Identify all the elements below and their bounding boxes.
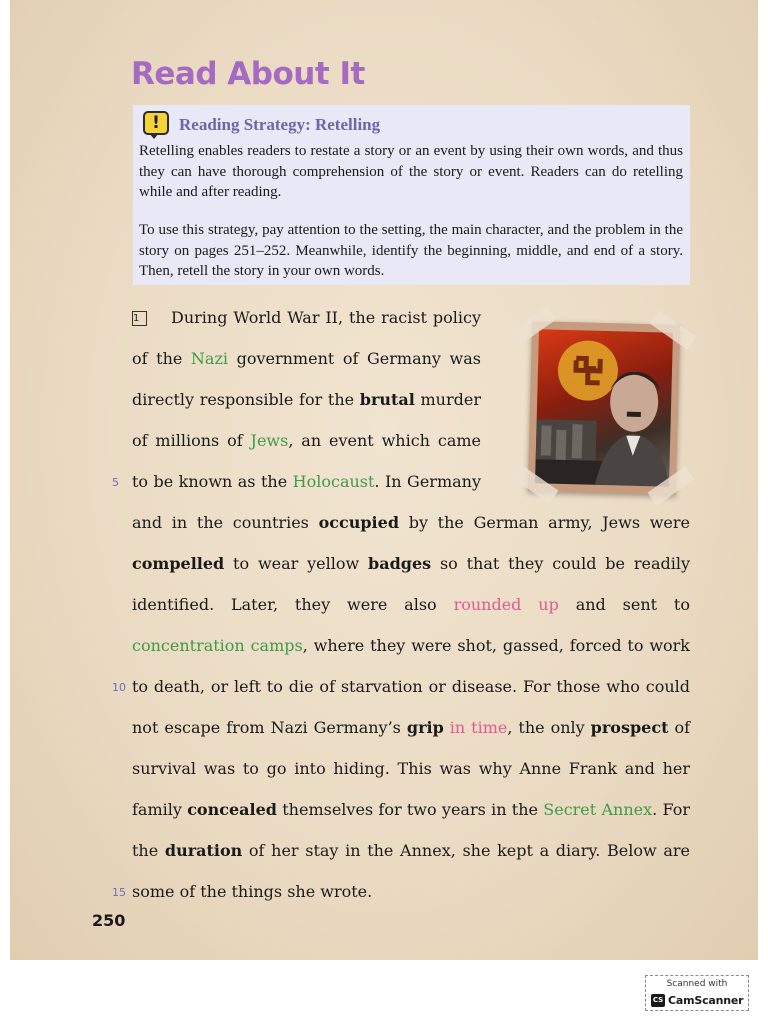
passage-line: 1 During World War II, the racist policy (133, 308, 481, 327)
strategy-paragraph-1: Retelling enables readers to restate a story or an event by using their own words, and thus they can have thorough comprehension of the story or event. Readers can do retelling while and after reading. (139, 143, 683, 200)
exclamation-warning-icon: ! (143, 111, 169, 135)
vocabulary-word: duration (164, 841, 243, 860)
phrase-highlight: rounded up (453, 595, 559, 614)
glossary-term: Jews (250, 431, 289, 450)
vocabulary-word: compelled (132, 554, 225, 573)
camscanner-name: CamScanner (668, 994, 744, 1007)
passage-line: to be known as the Holocaust. In Germany (132, 472, 481, 491)
passage-line: some of the things she wrote. (132, 882, 373, 901)
passage-line: directly responsible for the brutal murder (132, 390, 481, 409)
glossary-term: concentration camps (132, 636, 303, 655)
vocabulary-word: prospect (590, 718, 669, 737)
historical-photo (528, 321, 680, 495)
passage-line: of the Nazi government of Germany was (132, 349, 481, 368)
line-number: 10 (112, 681, 126, 694)
passage-line: not escape from Nazi Germany’s grip in time, the only prospect of (132, 718, 691, 737)
vocabulary-word: grip (406, 718, 444, 737)
warning-icon-tail (149, 133, 159, 139)
paragraph-number: 1 (132, 311, 147, 326)
passage-line: concentration camps, where they were shot, gassed, forced to work (132, 636, 690, 655)
glossary-term: Nazi (190, 349, 229, 368)
camscanner-logo-icon: CS (651, 994, 665, 1007)
passage-line: to death, or left to die of starvation or disease. For those who could (132, 677, 690, 696)
photo-image (535, 329, 673, 486)
passage-line: survival was to go into hiding. This was why Anne Frank and her (132, 759, 690, 778)
section-heading: Read About It (131, 56, 365, 92)
passage-line: compelled to wear yellow badges so that they could be readily (132, 554, 691, 573)
vocabulary-word: badges (368, 554, 432, 573)
vocabulary-word: occupied (318, 513, 399, 532)
strategy-title: Reading Strategy: Retelling (179, 115, 381, 134)
glossary-term: Holocaust (292, 472, 375, 491)
passage-line: identified. Later, they were also rounded up and sent to (132, 595, 690, 614)
portrait-illustration (535, 329, 673, 486)
vocabulary-word: brutal (359, 390, 415, 409)
phrase-highlight: in time (449, 718, 508, 737)
passage-line: of millions of Jews, an event which came (132, 431, 481, 450)
scanned-with-text: Scanned with (666, 979, 728, 989)
page-number: 250 (92, 911, 126, 930)
vocabulary-word: concealed (187, 800, 277, 819)
line-number: 5 (112, 476, 119, 489)
passage-line: and in the countries occupied by the German army, Jews were (132, 513, 690, 532)
passage-line: family concealed themselves for two years in the Secret Annex. For (132, 800, 691, 819)
glossary-term: Secret Annex (543, 800, 653, 819)
passage-line: the duration of her stay in the Annex, she kept a diary. Below are (132, 841, 691, 860)
strategy-paragraph-2: To use this strategy, pay attention to the setting, the main character, and the problem in the story on pages 251–252. Meanwhile, identify the beginning, middle, and end of a story. Then, retell the story in your own words. (139, 222, 683, 279)
camscanner-badge (645, 975, 749, 1011)
line-number: 15 (112, 886, 126, 899)
